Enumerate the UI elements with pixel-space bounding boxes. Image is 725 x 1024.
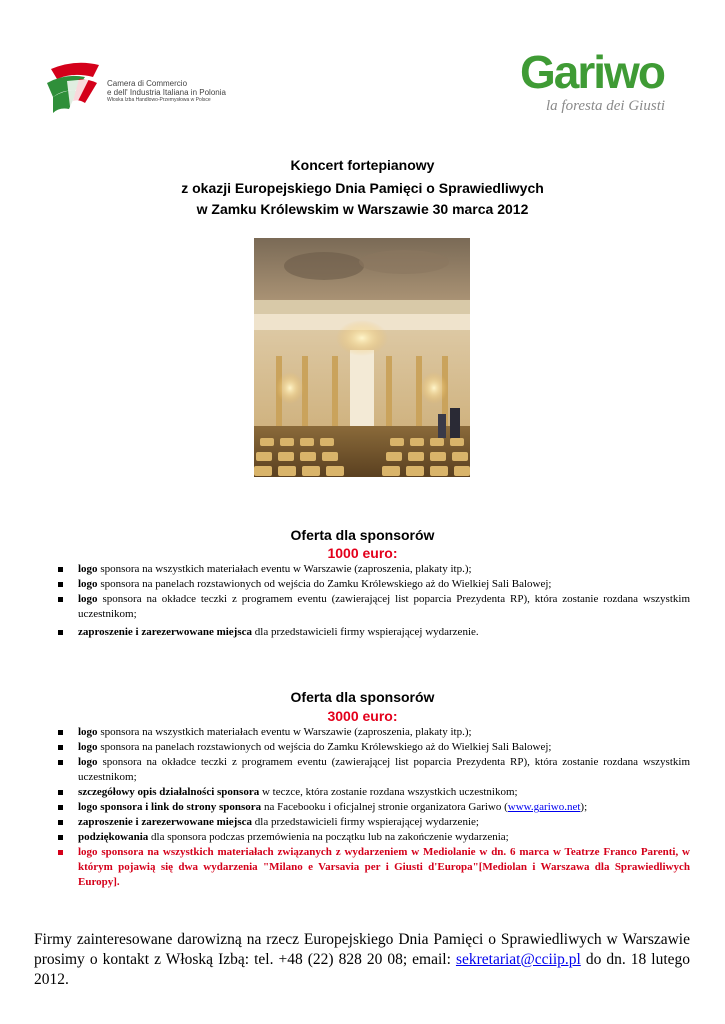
list-item: zaproszenie i zarezerwowane miejsca dla przedstawicieli firmy wspierającej wydarzenie. — [58, 625, 690, 640]
list-item: logo sponsora na okładce teczki z programem eventu (zawierającej list poparcia Prezydenta RP), która zostanie rozdana wszystkim uczestnikom; — [58, 592, 690, 622]
list-item-highlighted: logo sponsora na wszystkich materiałach związanych z wydarzeniem w Mediolanie w dn. 6 marca w Teatrze Franco Parenti, w którym pojawią się dwa wydarzenia "Milano e Varsavia per i Giusti d'Europa"[Mediolan i Warszawa dla Sprawiedliwych Europy]. — [58, 845, 690, 890]
list-item: zaproszenie i zarezerwowane miejsca dla przedstawicieli firmy wspierającej wydarzenie; — [58, 815, 690, 830]
title-line-3: w Zamku Królewskim w Warszawie 30 marca 2012 — [196, 201, 529, 217]
list-item: logo sponsora na okładce teczki z programem eventu (zawierającej list poparcia Prezydenta RP), która zostanie rozdana wszystkim uczestnikom; — [58, 755, 690, 785]
offer-1-price: 1000 euro: — [327, 545, 398, 561]
contact-paragraph: Firmy zainteresowane darowizną na rzecz Europejskiego Dnia Pamięci o Sprawiedliwych w Warszawie prosimy o kontakt z Włoską Izbą: tel. +48 (22) 828 20 08; email: sekretariat@cciip.pl do dn. 18 lutego 2012. — [34, 931, 690, 988]
gariwo-website-link[interactable]: www.gariwo.net — [507, 801, 581, 813]
gariwo-tagline: la foresta dei Giusti — [546, 98, 666, 114]
list-item: logo sponsora na panelach rozstawionych od wejścia do Zamku Królewskiego aż do Wielkiej Sali Balowej; — [58, 740, 690, 755]
offer-2-list — [58, 725, 690, 890]
list-item: logo sponsora na panelach rozstawionych od wejścia do Zamku Królewskiego aż do Wielkiej Sali Balowej; — [58, 577, 690, 592]
list-item: logo sponsora na wszystkich materiałach eventu w Warszawie (zaproszenia, plakaty itp.); — [58, 562, 690, 577]
list-item: logo sponsora i link do strony sponsora na Facebooku i oficjalnej stronie organizatora Gariwo (www.gariwo.net); — [58, 800, 690, 815]
offer-2-price: 3000 euro: — [327, 708, 398, 724]
list-item: podziękowania dla sponsora podczas przemówienia na początku lub na zakończenie wydarzenia; — [58, 830, 690, 845]
chamber-of-commerce-logo — [45, 55, 245, 125]
title-line-2: z okazji Europejskiego Dnia Pamięci o Sprawiedliwych — [181, 180, 544, 196]
contact-email-link[interactable]: sekretariat@cciip.pl — [455, 951, 581, 968]
offer-1-list — [58, 562, 690, 640]
chamber-name-line-1: Camera di Commercio — [107, 79, 188, 88]
chamber-flag-icon — [45, 57, 105, 119]
chamber-name-line-3: Włoska Izba Handlowo-Przemysłowa w Polsce — [107, 97, 211, 103]
list-item: szczegółowy opis działalności sponsora w teczce, która zostanie rozdana wszystkich uczestnikom; — [58, 785, 690, 800]
ballroom-photo — [254, 238, 470, 477]
gariwo-logo — [520, 46, 695, 126]
title-line-1: Koncert fortepianowy — [290, 157, 435, 173]
offer-2-heading: Oferta dla sponsorów — [290, 689, 435, 705]
gariwo-wordmark: Gariwo — [520, 46, 664, 98]
offer-1-heading: Oferta dla sponsorów — [290, 527, 435, 543]
chamber-name-line-2: e dell' Industria Italiana in Polonia — [107, 88, 226, 97]
list-item: logo sponsora na wszystkich materiałach eventu w Warszawie (zaproszenia, plakaty itp.); — [58, 725, 690, 740]
